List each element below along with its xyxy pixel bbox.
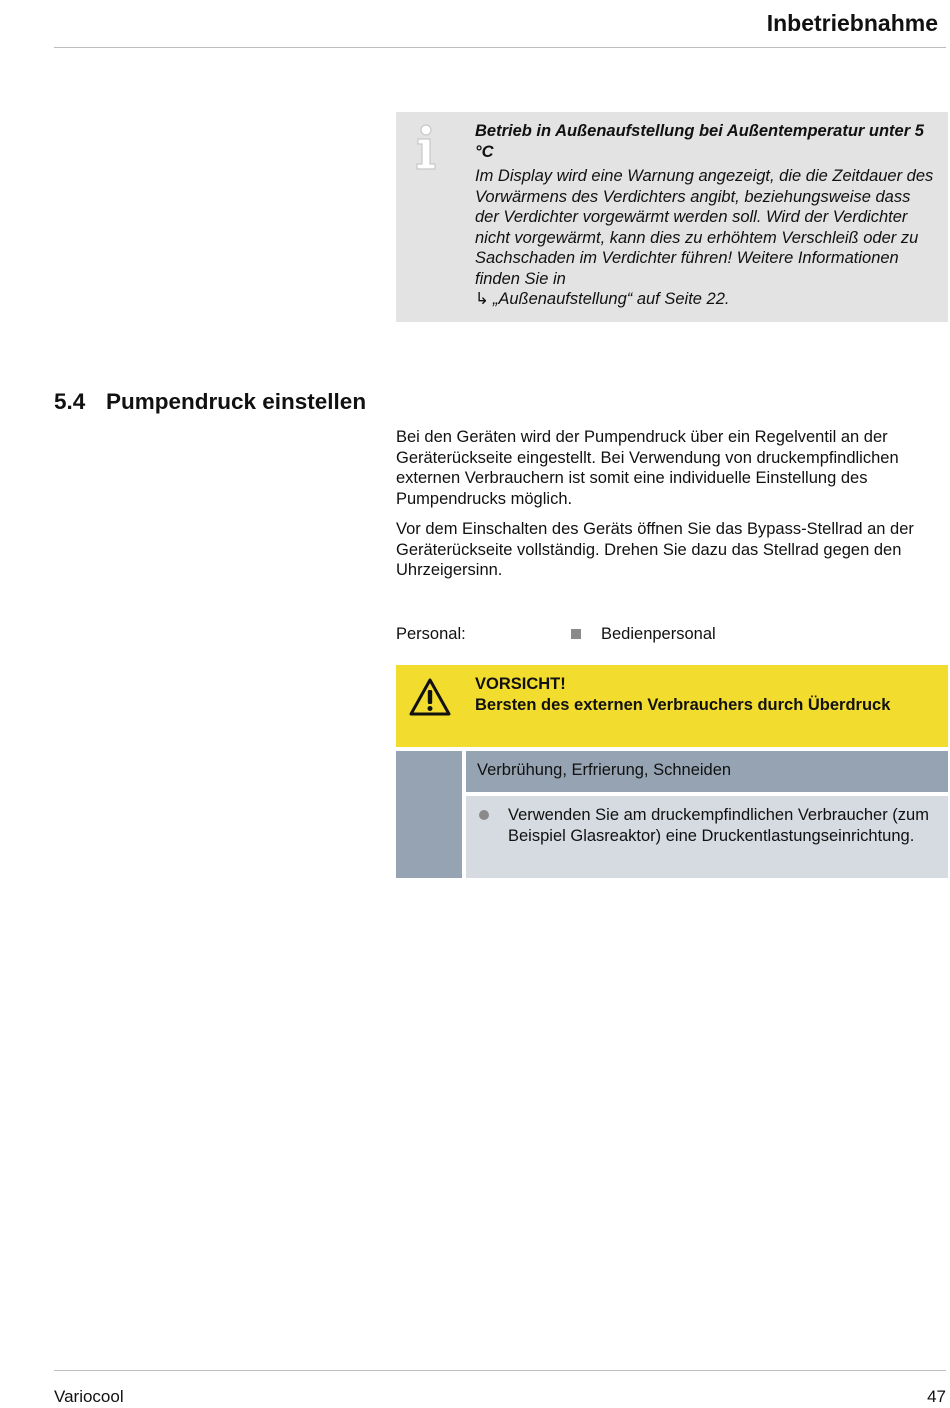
caution-side-bar bbox=[396, 751, 462, 878]
page-header-title: Inbetriebnahme bbox=[766, 10, 938, 36]
round-bullet-icon bbox=[479, 810, 489, 820]
body-paragraph: Vor dem Einschalten des Geräts öffnen Sie das Bypass-Stellrad an der Geräterückseite vollständig. Drehen Sie dazu das Stellrad gegen den Uhrzeigersinn. bbox=[396, 520, 914, 579]
reference-arrow-icon: ↳ bbox=[475, 290, 489, 308]
section-title: Pumpendruck einstellen bbox=[106, 389, 367, 414]
caution-header bbox=[396, 665, 948, 747]
personnel-label: Personal: bbox=[396, 625, 466, 643]
personnel-value: Bedienpersonal bbox=[601, 625, 716, 643]
footer-product-name: Variocool bbox=[54, 1387, 124, 1406]
caution-measure: Verwenden Sie am druckempfindlichen Verbraucher (zum Beispiel Glasreaktor) eine Druckentlastungseinrichtung. bbox=[508, 806, 929, 845]
info-note-text: Im Display wird eine Warnung angezeigt, die die Zeitdauer des Vorwärmens des Verdichters angibt, beziehungsweise dass der Verdichter vorgewärmt werden soll. Wird der Verdichter nicht vorgewärmt, kann dies zu erhöhtem Verschleiß oder zu Sachschaden im Verdichter führen! Weitere Informationen finden Sie in bbox=[475, 167, 934, 288]
caution-title: Bersten des externen Verbrauchers durch Überdruck bbox=[475, 695, 891, 714]
info-note-reference-link[interactable]: „Außenaufstellung“ auf Seite 22. bbox=[492, 290, 730, 308]
info-note bbox=[396, 112, 948, 322]
caution-hazard-row bbox=[466, 751, 948, 792]
info-note-content bbox=[475, 121, 937, 310]
body-paragraph: Bei den Geräten wird der Pumpendruck über ein Regelventil an der Geräterückseite eingestellt. Bei Verwendung von druckempfindlichen externen Verbrauchern ist somit eine individuelle Einstellung des Pumpendrucks möglich. bbox=[396, 428, 899, 508]
caution-measure-row bbox=[466, 796, 948, 878]
header-divider bbox=[54, 47, 946, 48]
section-heading bbox=[54, 389, 366, 415]
footer-page-number: 47 bbox=[927, 1387, 946, 1406]
info-note-body bbox=[475, 166, 937, 310]
caution-text bbox=[475, 674, 915, 715]
warning-triangle-icon bbox=[408, 677, 452, 717]
caution-hazard: Verbrühung, Erfrierung, Schneiden bbox=[477, 761, 732, 779]
square-bullet-icon bbox=[571, 629, 581, 639]
info-note-title: Betrieb in Außenaufstellung bei Außentemperatur unter 5 °C bbox=[475, 122, 924, 161]
section-number: 5.4 bbox=[54, 389, 86, 414]
footer-divider bbox=[54, 1370, 946, 1371]
info-icon bbox=[412, 124, 440, 170]
caution-signal-word: VORSICHT! bbox=[475, 675, 566, 693]
